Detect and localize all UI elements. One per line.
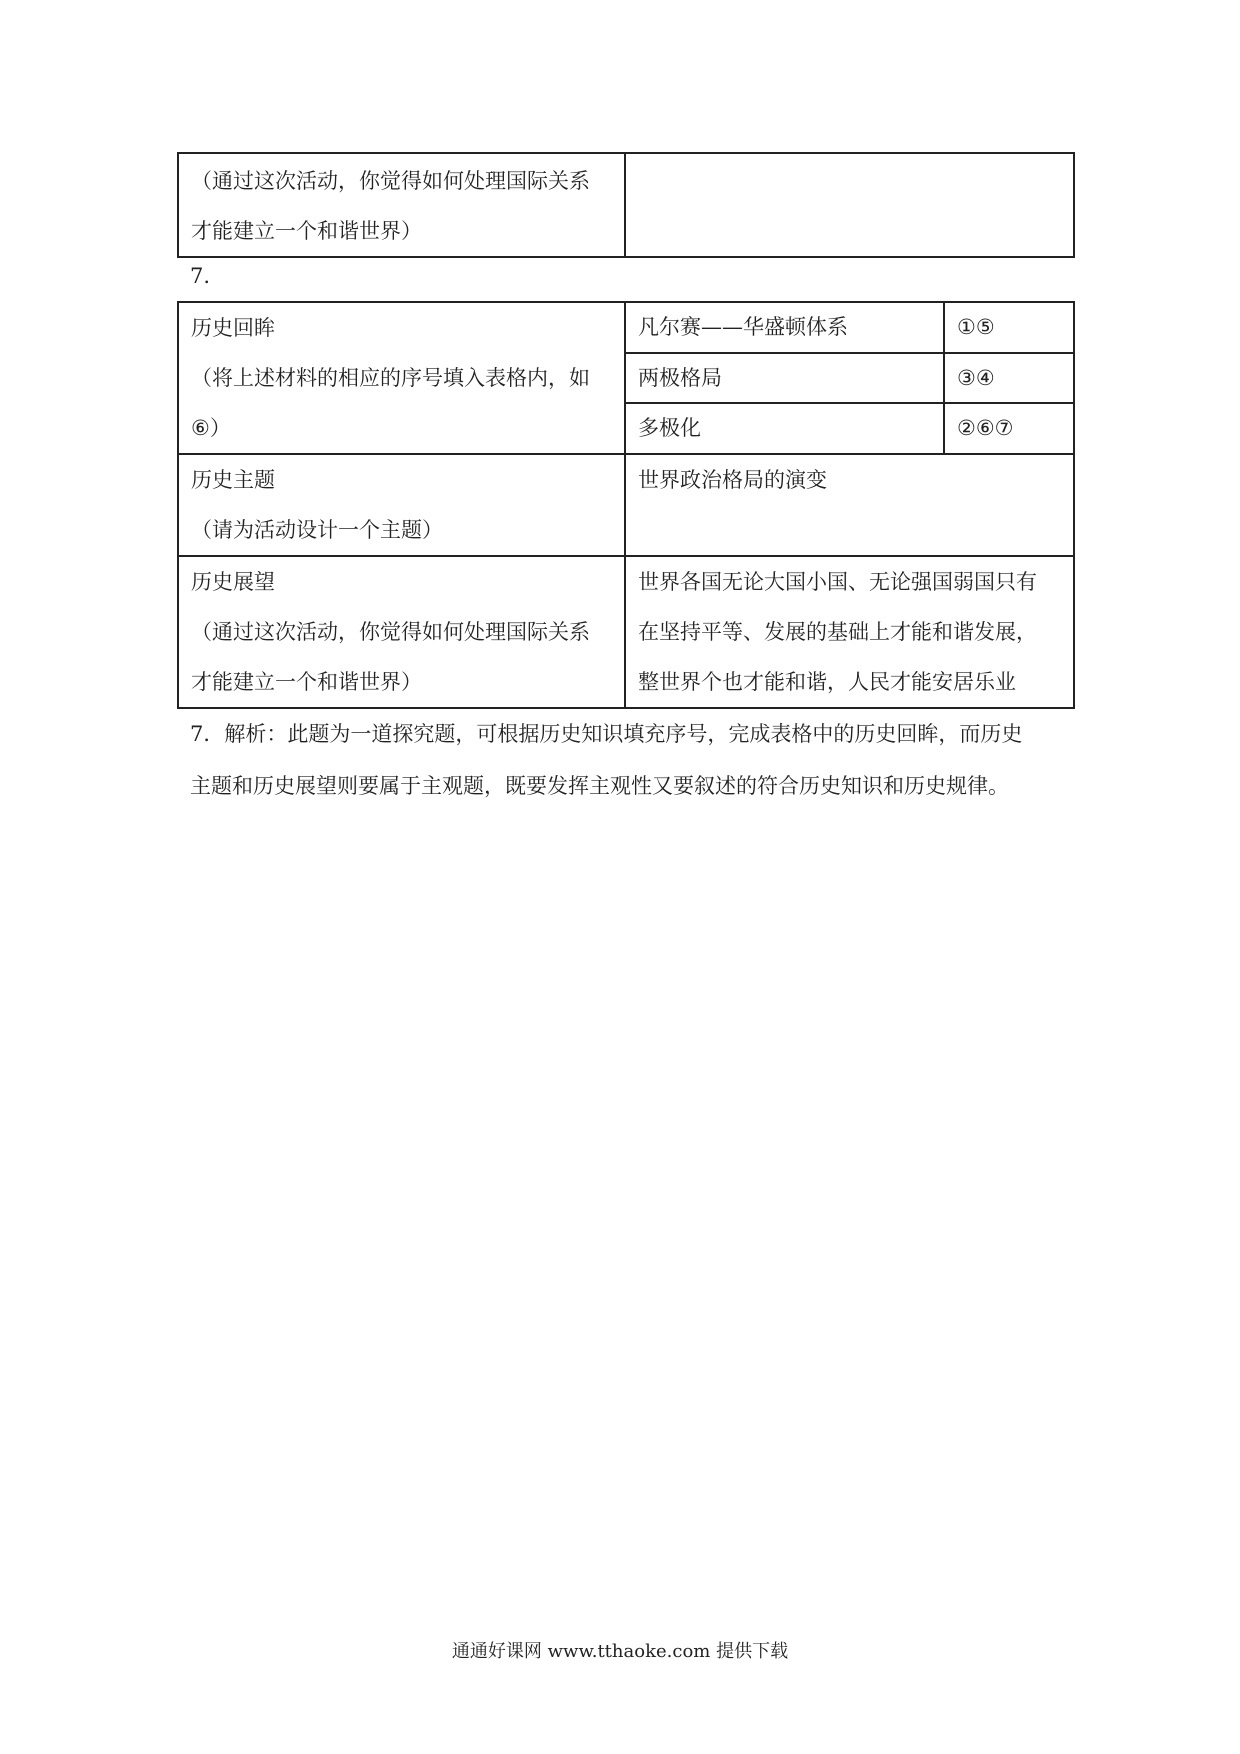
explanation-line: 主题和历史展望则要属于主观题，既要发挥主观性又要叙述的符合历史知识和历史规律。 [190, 774, 1009, 798]
review-heading: 历史回眸 [191, 316, 275, 340]
review-instruction: ⑥） [191, 416, 231, 440]
outlook-answer-line: 整世界个也才能和谐，人民才能安居乐业 [638, 670, 1016, 694]
explanation-line: 7．解析：此题为一道探究题，可根据历史知识填充序号，完成表格中的历史回眸，而历史 [190, 722, 1023, 746]
theme-cell [178, 454, 625, 556]
review-cell [178, 302, 625, 454]
table-row [178, 556, 1074, 708]
outlook-answer-line: 世界各国无论大国小国、无论强国弱国只有 [638, 570, 1037, 594]
table-row [178, 302, 1074, 353]
pattern-answer: ①⑤ [944, 302, 1074, 353]
theme-heading: 历史主题 [191, 468, 275, 492]
outlook-answer-line: 在坚持平等、发展的基础上才能和谐发展， [638, 620, 1037, 644]
table-cell-empty [625, 153, 1074, 257]
outlook-instruction: （通过这次活动，你觉得如何处理国际关系 [191, 620, 590, 644]
pattern-label: 两极格局 [625, 353, 944, 404]
activity-table [177, 301, 1075, 709]
cell-text: 才能建立一个和谐世界） [191, 219, 422, 243]
pattern-answer: ③④ [944, 353, 1074, 404]
table-row [178, 454, 1074, 556]
question-number: 7. [190, 264, 211, 288]
cell-text: （通过这次活动，你觉得如何处理国际关系 [191, 169, 590, 193]
pattern-label: 多极化 [625, 403, 944, 454]
outlook-cell [178, 556, 625, 708]
page-footer: 通通好课网 www.tthaoke.com 提供下载 [451, 1641, 789, 1662]
table-row [178, 153, 1074, 257]
top-table [177, 152, 1075, 258]
theme-instruction: （请为活动设计一个主题） [191, 518, 443, 542]
outlook-answer [625, 556, 1074, 708]
explanation-paragraph [190, 708, 1070, 812]
review-instruction: （将上述材料的相应的序号填入表格内，如 [191, 366, 590, 390]
pattern-label: 凡尔赛——华盛顿体系 [625, 302, 944, 353]
theme-answer: 世界政治格局的演变 [625, 454, 1074, 556]
table-cell [178, 153, 625, 257]
outlook-heading: 历史展望 [191, 570, 275, 594]
pattern-answer: ②⑥⑦ [944, 403, 1074, 454]
outlook-instruction: 才能建立一个和谐世界） [191, 670, 422, 694]
